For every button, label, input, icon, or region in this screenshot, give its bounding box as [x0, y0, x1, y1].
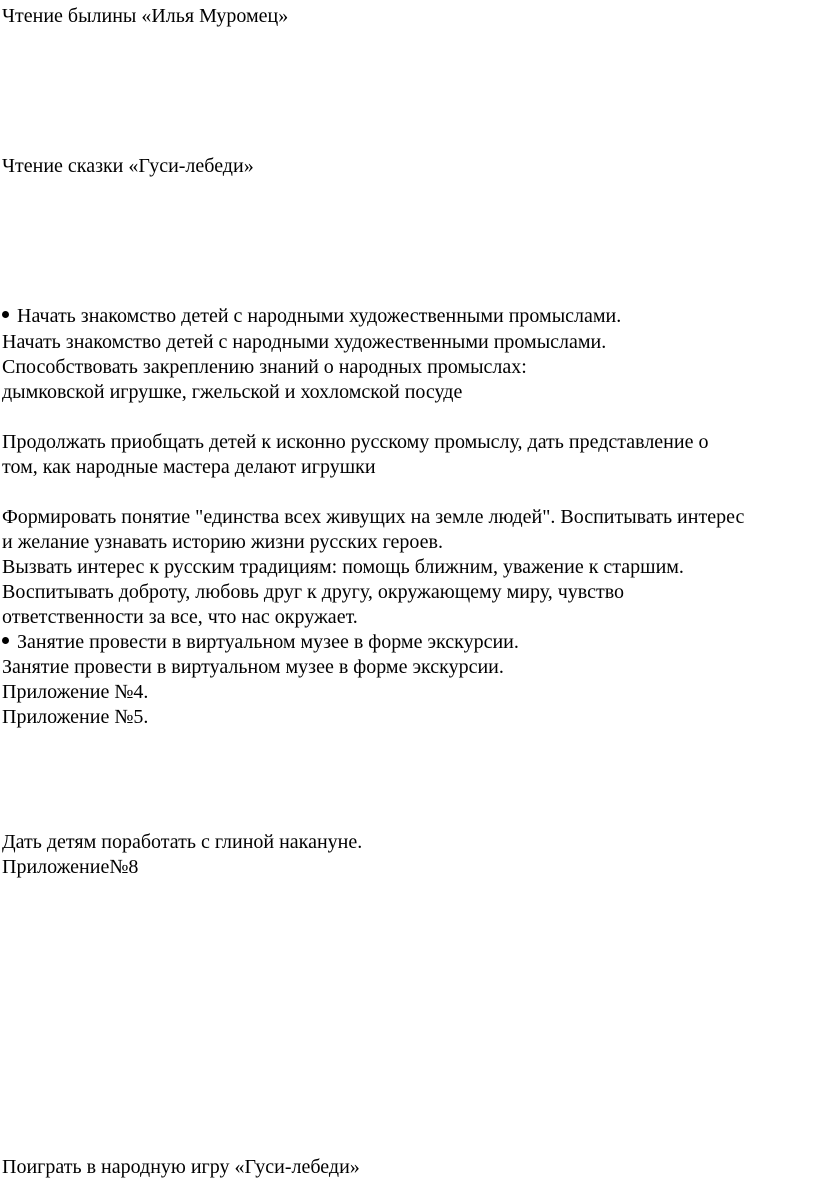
text-line: Дать детям поработать с глиной накануне.	[2, 831, 363, 853]
bullet-icon	[2, 637, 9, 644]
bullet-icon	[2, 311, 9, 318]
bullet-item-crafts	[2, 304, 621, 328]
text-line: том, как народные мастера делают игрушки	[2, 456, 376, 478]
text-line: Занятие провести в виртуальном музее в форме экскурсии.	[2, 656, 504, 678]
text-line: Начать знакомство детей с народными художественными промыслами.	[2, 331, 607, 353]
text-line: Приложение №5.	[2, 706, 149, 728]
text-line: ответственности за все, что нас окружает.	[2, 606, 358, 628]
text-line-game: Поиграть в народную игру «Гуси-лебеди»	[2, 1156, 360, 1178]
text-line: дымковской игрушке, гжельской и хохломской посуде	[2, 381, 463, 403]
heading-skazka: Чтение сказки «Гуси-лебеди»	[2, 155, 254, 177]
bullet-text: Занятие провести в виртуальном музее в форме экскурсии.	[17, 631, 519, 653]
text-line: Формировать понятие "единства всех живущих на земле людей". Воспитывать интерес	[2, 506, 745, 528]
text-line: Продолжать приобщать детей к исконно русскому промыслу, дать представление о	[2, 431, 709, 453]
bullet-item-museum	[2, 630, 519, 654]
text-line: Приложение№8	[2, 856, 139, 878]
text-line: Приложение №4.	[2, 681, 149, 703]
text-line: Вызвать интерес к русским традициям: помощь ближним, уважение к старшим.	[2, 556, 684, 578]
text-line: Воспитывать доброту, любовь друг к другу, окружающему миру, чувство	[2, 581, 625, 603]
text-line: и желание узнавать историю жизни русских героев.	[2, 531, 443, 553]
bullet-text: Начать знакомство детей с народными художественными промыслами.	[17, 305, 622, 327]
heading-bylina: Чтение былины «Илья Муромец»	[2, 5, 289, 27]
text-line: Способствовать закреплению знаний о народных промыслах:	[2, 356, 527, 378]
